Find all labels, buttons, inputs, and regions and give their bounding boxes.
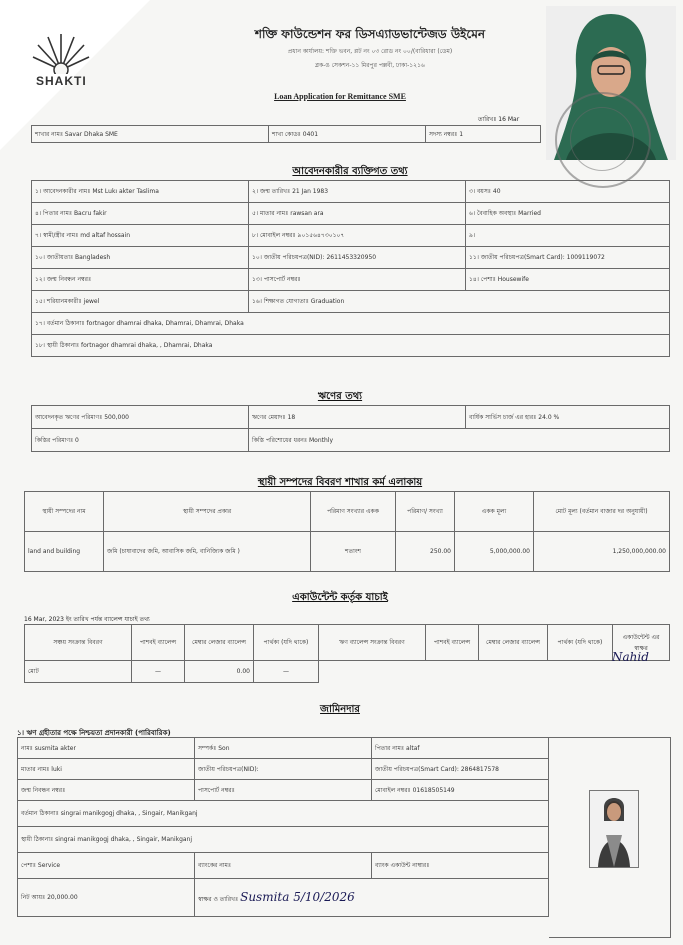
personal-row [32, 181, 670, 203]
sign-label: স্বাক্ষর ও তারিখঃ [198, 896, 239, 903]
personal-cell: ৯। [466, 225, 670, 247]
personal-row [32, 269, 670, 291]
assets-col-total: মোট মূল্য (বর্তমান বাজার দর অনুযায়ী) [534, 492, 670, 532]
total-difference: — [254, 661, 319, 683]
member-number: সদস্য নম্বরঃ 1 [426, 126, 541, 143]
guarantor-present-address: বর্তমান ঠিকানাঃ singrai manikgogj dhaka, , Singair, Manikganj [18, 801, 549, 827]
sunburst-icon [30, 30, 92, 74]
assets-col-type: স্থায়ী সম্পদের প্রকার [104, 492, 311, 532]
form-date: তারিখঃ 16 Mar [478, 116, 520, 123]
col-loan-passbook: পাশবই ব্যালেন্স [426, 625, 479, 661]
loan-amount: আবেদনকৃত ঋণের পরিমাণঃ 500,000 [32, 406, 249, 429]
col-savings-detail: সঞ্চয় সংক্রান্ত বিবরণ [25, 625, 132, 661]
loan-tenure: ঋণের মেয়াদঃ 18 [249, 406, 466, 429]
asset-qty: 250.00 [396, 532, 455, 572]
total-ledger: 0.00 [185, 661, 254, 683]
guarantor-name: নামঃ susmita akter [18, 738, 195, 759]
col-loan-ledger: মেম্বার লেজার ব্যালেন্স [479, 625, 548, 661]
installment-frequency: কিস্তি পরিশোধের ধরনঃ Monthly [249, 429, 670, 452]
guarantor-smart-card: জাতীয় পরিচয়পত্র(Smart Card): 2864817578 [372, 759, 549, 780]
col-ledger-balance: মেম্বার লেজার ব্যালেন্স [185, 625, 254, 661]
balance-header-row [25, 625, 670, 661]
section-personal-title: আবেদনকারীর ব্যক্তিগত তথ্য [292, 166, 408, 177]
assets-row [25, 532, 670, 572]
guarantor-subtitle: ১। ঋণ গ্রহীতার পক্ষে নিশ্চয়তা প্রদানকারী (পারিবারিক) [17, 729, 171, 737]
installment-amount: কিস্তির পরিমাণঃ 0 [32, 429, 249, 452]
personal-cell: ৬। বৈবাহিক অবস্থাঃ Married [466, 203, 670, 225]
guarantor-permanent-address: স্থায়ী ঠিকানাঃ singrai manikgogj dhaka, , Singair, Manikganj [18, 827, 549, 853]
guarantor-table [17, 737, 549, 917]
asset-total: 1,250,000,000.00 [534, 532, 670, 572]
asset-unit-price: 5,000,000.00 [455, 532, 534, 572]
asset-type: জমি (চাষাবাদের জমি, আবাসিক জমি, বানিজ্যিক জমি ) [104, 532, 311, 572]
balance-total-row [25, 661, 670, 683]
guarantor-relation: সম্পর্কঃ Son [195, 738, 372, 759]
permanent-address: ১৮। স্থায়ী ঠিকানাঃ fortnagor dhamrai dhaka, , Dhamrai, Dhaka [32, 335, 670, 357]
guarantor-nid: জাতীয় পরিচয়পত্র(NID): [195, 759, 372, 780]
personal-cell: ১০। জাতীয়তাঃ Bangladesh [32, 247, 249, 269]
org-address-line-1: প্রধান কার্যালয়: শক্তি ভবন, প্লট নং ০৩ রোড নং ০০/(বারিধারা (ডেম) [287, 48, 453, 55]
org-name: শক্তি ফাউন্ডেশন ফর ডিসএ্যাডভান্টেজড উইমেন [254, 27, 486, 41]
assets-col-unit: পরিমাণ সংখ্যার একক [311, 492, 396, 532]
total-passbook: — [132, 661, 185, 683]
col-loan-difference: পার্থক্য (যদি থাকে) [548, 625, 613, 661]
personal-cell: ৭। স্বামী/স্ত্রীর নামঃ md altaf hossain [32, 225, 249, 247]
fixed-assets-table [24, 491, 670, 572]
guarantor-signature-cell [195, 879, 549, 917]
logo-text: SHAKTI [36, 74, 87, 88]
guarantor-bank: ব্যাংকের নামঃ [195, 853, 372, 879]
assets-col-qty: পরিমাণ/ সংখ্যা [396, 492, 455, 532]
personal-row [32, 247, 670, 269]
guarantor-photo-box [549, 737, 671, 938]
section-accountant-title: একাউন্টেন্ট কর্তৃক যাচাই [292, 592, 388, 603]
personal-cell: ১৪। পেশাঃ Housewife [466, 269, 670, 291]
section-guarantor-title: জামিনদার [320, 704, 360, 715]
service-charge-rate: বার্ষিক সার্ভিস চার্জ এর হারঃ 24.0 % [466, 406, 670, 429]
org-address-line-2: ব্লক-ঙ সেকশন-১১ মিরপুর পল্লবী, ঢাকা-১২১৬ [315, 62, 425, 69]
guarantor-mobile: মোবাইল নম্বরঃ 01618505149 [372, 780, 549, 801]
guarantor-passport: পাসপোর্ট নম্বরঃ [195, 780, 372, 801]
guarantor-birth-reg: জন্ম নিবন্ধন নম্বরঃ [18, 780, 195, 801]
balance-verification-table [24, 624, 670, 683]
personal-cell: ৪। পিতার নামঃ Bacru fakir [32, 203, 249, 225]
guarantor-income: নিট আয়ঃ 20,000.00 [18, 879, 195, 917]
guarantor-signature: Susmita 5/10/2026 [240, 890, 355, 904]
guarantor-account: ব্যাংক একাউন্ট নাম্বারঃ [372, 853, 549, 879]
assets-col-name: স্থায়ী সম্পদের নাম [25, 492, 104, 532]
personal-cell: ১৫। শরিয়ানমকারীঃ jewel [32, 291, 249, 313]
official-stamp-inner [570, 107, 634, 171]
guarantor-photo [589, 790, 639, 868]
assets-col-unit-price: একক মূল্য [455, 492, 534, 532]
personal-cell: ১১। জাতীয় পরিচয়পত্র(Smart Card): 1009119072 [466, 247, 670, 269]
loan-info-table [31, 405, 670, 452]
personal-cell: ৫। মাতার নামঃ rawsan ara [249, 203, 466, 225]
guarantor-occupation: পেশাঃ Service [18, 853, 195, 879]
balance-check-note: 16 Mar, 2023 ইং তারিখ পর্যন্ত ব্যালেন্স যাচাই তথ্য [24, 616, 150, 623]
personal-row [32, 291, 670, 313]
branch-name: শাখার নামঃ Savar Dhaka SME [32, 126, 269, 143]
personal-wide-row [32, 335, 670, 357]
present-address: ১৭। বর্তমান ঠিকানাঃ fortnagor dhamrai dhaka, Dhamrai, Dhamrai, Dhaka [32, 313, 670, 335]
personal-cell: ২। জন্ম তারিখঃ 21 Jan 1983 [249, 181, 466, 203]
personal-cell: ১৬। শিক্ষাগত যোগ্যতাঃ Graduation [249, 291, 670, 313]
accountant-signature: Nahid [612, 650, 649, 664]
personal-row [32, 203, 670, 225]
section-assets-title: স্থায়ী সম্পদের বিবরণ শাখার কর্ম এলাকায় [257, 477, 423, 488]
col-loan-balance-detail: ঋণ ব্যালেন্স সংক্রান্ত বিবরণ [319, 625, 426, 661]
personal-cell: ৮। মোবাইল নম্বরঃ ৯০১৫৬৪৭৩০১০৭ [249, 225, 466, 247]
personal-cell: ১০। জাতীয় পরিচয়পত্র(NID): 2611453320950 [249, 247, 466, 269]
asset-unit: শতাংশ [311, 532, 396, 572]
personal-cell: ১২। জন্ম নিবন্ধন নম্বরঃ [32, 269, 249, 291]
personal-wide-row [32, 313, 670, 335]
asset-name: land and building [25, 532, 104, 572]
branch-code: শাখা কোডঃ 0401 [269, 126, 426, 143]
total-label: মোট [25, 661, 132, 683]
branch-info-table [31, 125, 541, 143]
personal-row [32, 225, 670, 247]
col-difference: পার্থক্য (যদি থাকে) [254, 625, 319, 661]
col-passbook-balance: পাশবই ব্যালেন্স [132, 625, 185, 661]
personal-cell: ১। আবেদনকারীর নামঃ Mst Lukı akter Taslima [32, 181, 249, 203]
col-accountant-signature: একাউন্টেন্ট এর স্বাক্ষর [613, 625, 670, 661]
assets-header-row [25, 492, 670, 532]
personal-info-table [31, 180, 670, 357]
form-title: Loan Application for Remittance SME [274, 92, 406, 101]
section-loan-title: ঋণের তথ্য [317, 391, 363, 402]
personal-cell: ১৩। পাসপোর্ট নম্বরঃ [249, 269, 466, 291]
guarantor-father: পিতার নামঃ altaf [372, 738, 549, 759]
personal-cell: ৩। বয়সঃ 40 [466, 181, 670, 203]
guarantor-mother: মাতার নামঃ luki [18, 759, 195, 780]
